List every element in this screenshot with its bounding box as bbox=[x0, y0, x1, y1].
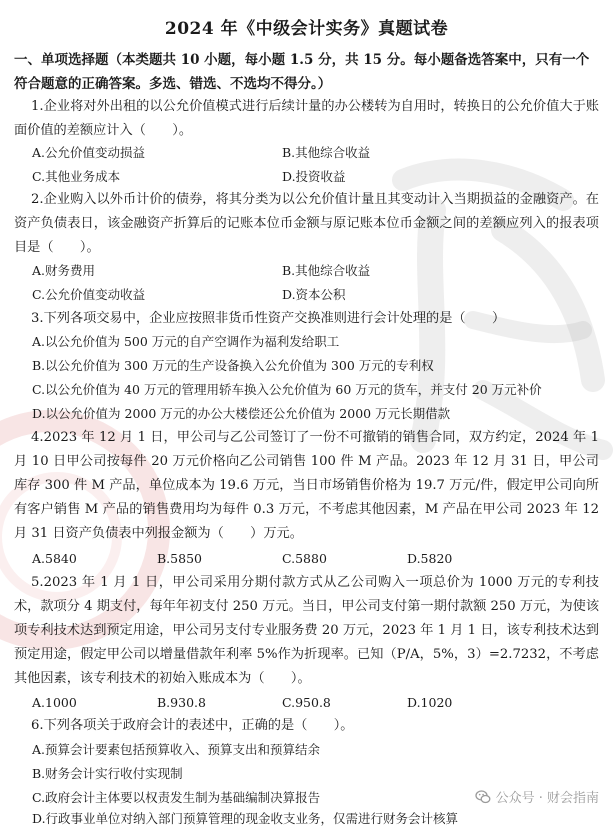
option-d: D.行政事业单位对纳入部门预算管理的现金收支业务，仅需进行财务会计核算 bbox=[32, 811, 459, 826]
option-c: C.5880 bbox=[282, 551, 327, 566]
option-d: D.1020 bbox=[407, 695, 453, 710]
option-d: D.以公允价值为 2000 万元的办公大楼偿还公允价值为 2000 万元长期借款 bbox=[32, 406, 451, 421]
option-a: A.财务费用 bbox=[32, 263, 96, 278]
option-c: C.其他业务成本 bbox=[32, 169, 121, 184]
option-a: A.预算会计要素包括预算收入、预算支出和预算结余 bbox=[32, 742, 321, 757]
option-c: C.950.8 bbox=[282, 695, 331, 710]
section-heading: 一、单项选择题（本类题共 10 小题，每小题 1.5 分，共 15 分。每小题备选答案中，只有一个符合题意的正确答案。多选、错选、不选均不得分。） bbox=[14, 52, 590, 92]
question-stem: 2.企业购入以外币计价的债券，将其分类为以公允价值计量且其变动计入当期损益的金融资产。在资产负债表日，该金融资产折算后的记账本位币金额与原记账本位币金额之间的差额应列入的报表项目是（ ）。 bbox=[14, 192, 599, 255]
option-b: B.其他综合收益 bbox=[282, 263, 371, 278]
question-1 bbox=[14, 95, 599, 143]
option-a: A.公允价值变动损益 bbox=[32, 145, 146, 160]
question-stem: 3.下列各项交易中，企业应按照非货币性资产交换准则进行会计处理的是（ ） bbox=[31, 311, 506, 326]
option-d: D.5820 bbox=[407, 551, 453, 566]
question-3 bbox=[14, 307, 599, 331]
question-stem: 4.2023 年 12 月 1 日，甲公司与乙公司签订了一份不可撤销的销售合同，双方约定，2024 年 1 月 10 日甲公司按每件 20 万元价格向乙公司销售 100 件 M 产品。2023 年 12 月 31 日，甲公司库存 300 件 M 产品，单位成本为 19.6 万元，当日市场销售价格为 19.7 万元/件，假定甲公司向所有客户销售 M 产品的销售费用均为每件 0.3 万元，不考虑其他因素，M 产品在甲公司 2023 年 12 月 31 日资产负债表中列报金额为（ ）万元。 bbox=[14, 430, 599, 541]
question-6 bbox=[14, 714, 599, 738]
question-2 bbox=[14, 188, 599, 260]
question-4 bbox=[14, 426, 599, 546]
question-stem: 6.下列各项关于政府会计的表述中，正确的是（ ）。 bbox=[31, 718, 354, 733]
option-c: C.政府会计主体要以权责发生制为基础编制决算报告 bbox=[32, 790, 321, 805]
option-a: A.5840 bbox=[32, 551, 77, 566]
option-b: B.5850 bbox=[157, 551, 202, 566]
question-stem: 5.2023 年 1 月 1 日，甲公司采用分期付款方式从乙公司购入一项总价为 1000 万元的专利技术，款项分 4 期支付，每年年初支付 250 万元。当日，甲公司支付第一期付款额 250 万元，为使该项专利技术达到预定用途，甲公司另支付专业服务费 20 万元，2023 年 1 月 1 日，该专利技术达到预定用途，假定甲公司以增量借款年利率 5%作为折现率。已知（P/A，5%，3）=2.7232，不考虑其他因素，该专利技术的初始入账成本为（ ）。 bbox=[14, 575, 600, 686]
question-5 bbox=[14, 571, 599, 691]
option-b: B.其他综合收益 bbox=[282, 145, 371, 160]
option-b: B.财务会计实行收付实现制 bbox=[32, 766, 183, 781]
option-c: C.公允价值变动收益 bbox=[32, 287, 146, 302]
footer-logo bbox=[475, 787, 599, 806]
option-d: D.投资收益 bbox=[282, 169, 346, 184]
page-title: 2024 年《中级会计实务》真题试卷 bbox=[164, 19, 449, 39]
option-a: A.1000 bbox=[32, 695, 77, 710]
option-b: B.930.8 bbox=[157, 695, 206, 710]
option-b: B.以公允价值为 300 万元的生产设备换入公允价值为 300 万元的专利权 bbox=[32, 358, 434, 373]
footer-logo-text: 公众号 · 财会指南 bbox=[495, 791, 599, 806]
wechat-icon bbox=[475, 789, 491, 805]
option-a: A.以公允价值为 500 万元的自产空调作为福利发给职工 bbox=[32, 334, 340, 349]
option-d: D.资本公积 bbox=[282, 287, 346, 302]
option-c: C.以公允价值为 40 万元的管理用轿车换入公允价值为 60 万元的货车，并支付 20 万元补价 bbox=[32, 382, 542, 397]
question-stem: 1.企业将对外出租的以公允价值模式进行后续计量的办公楼转为自用时，转换日的公允价值大于账面价值的差额应计入（ ）。 bbox=[14, 99, 599, 138]
